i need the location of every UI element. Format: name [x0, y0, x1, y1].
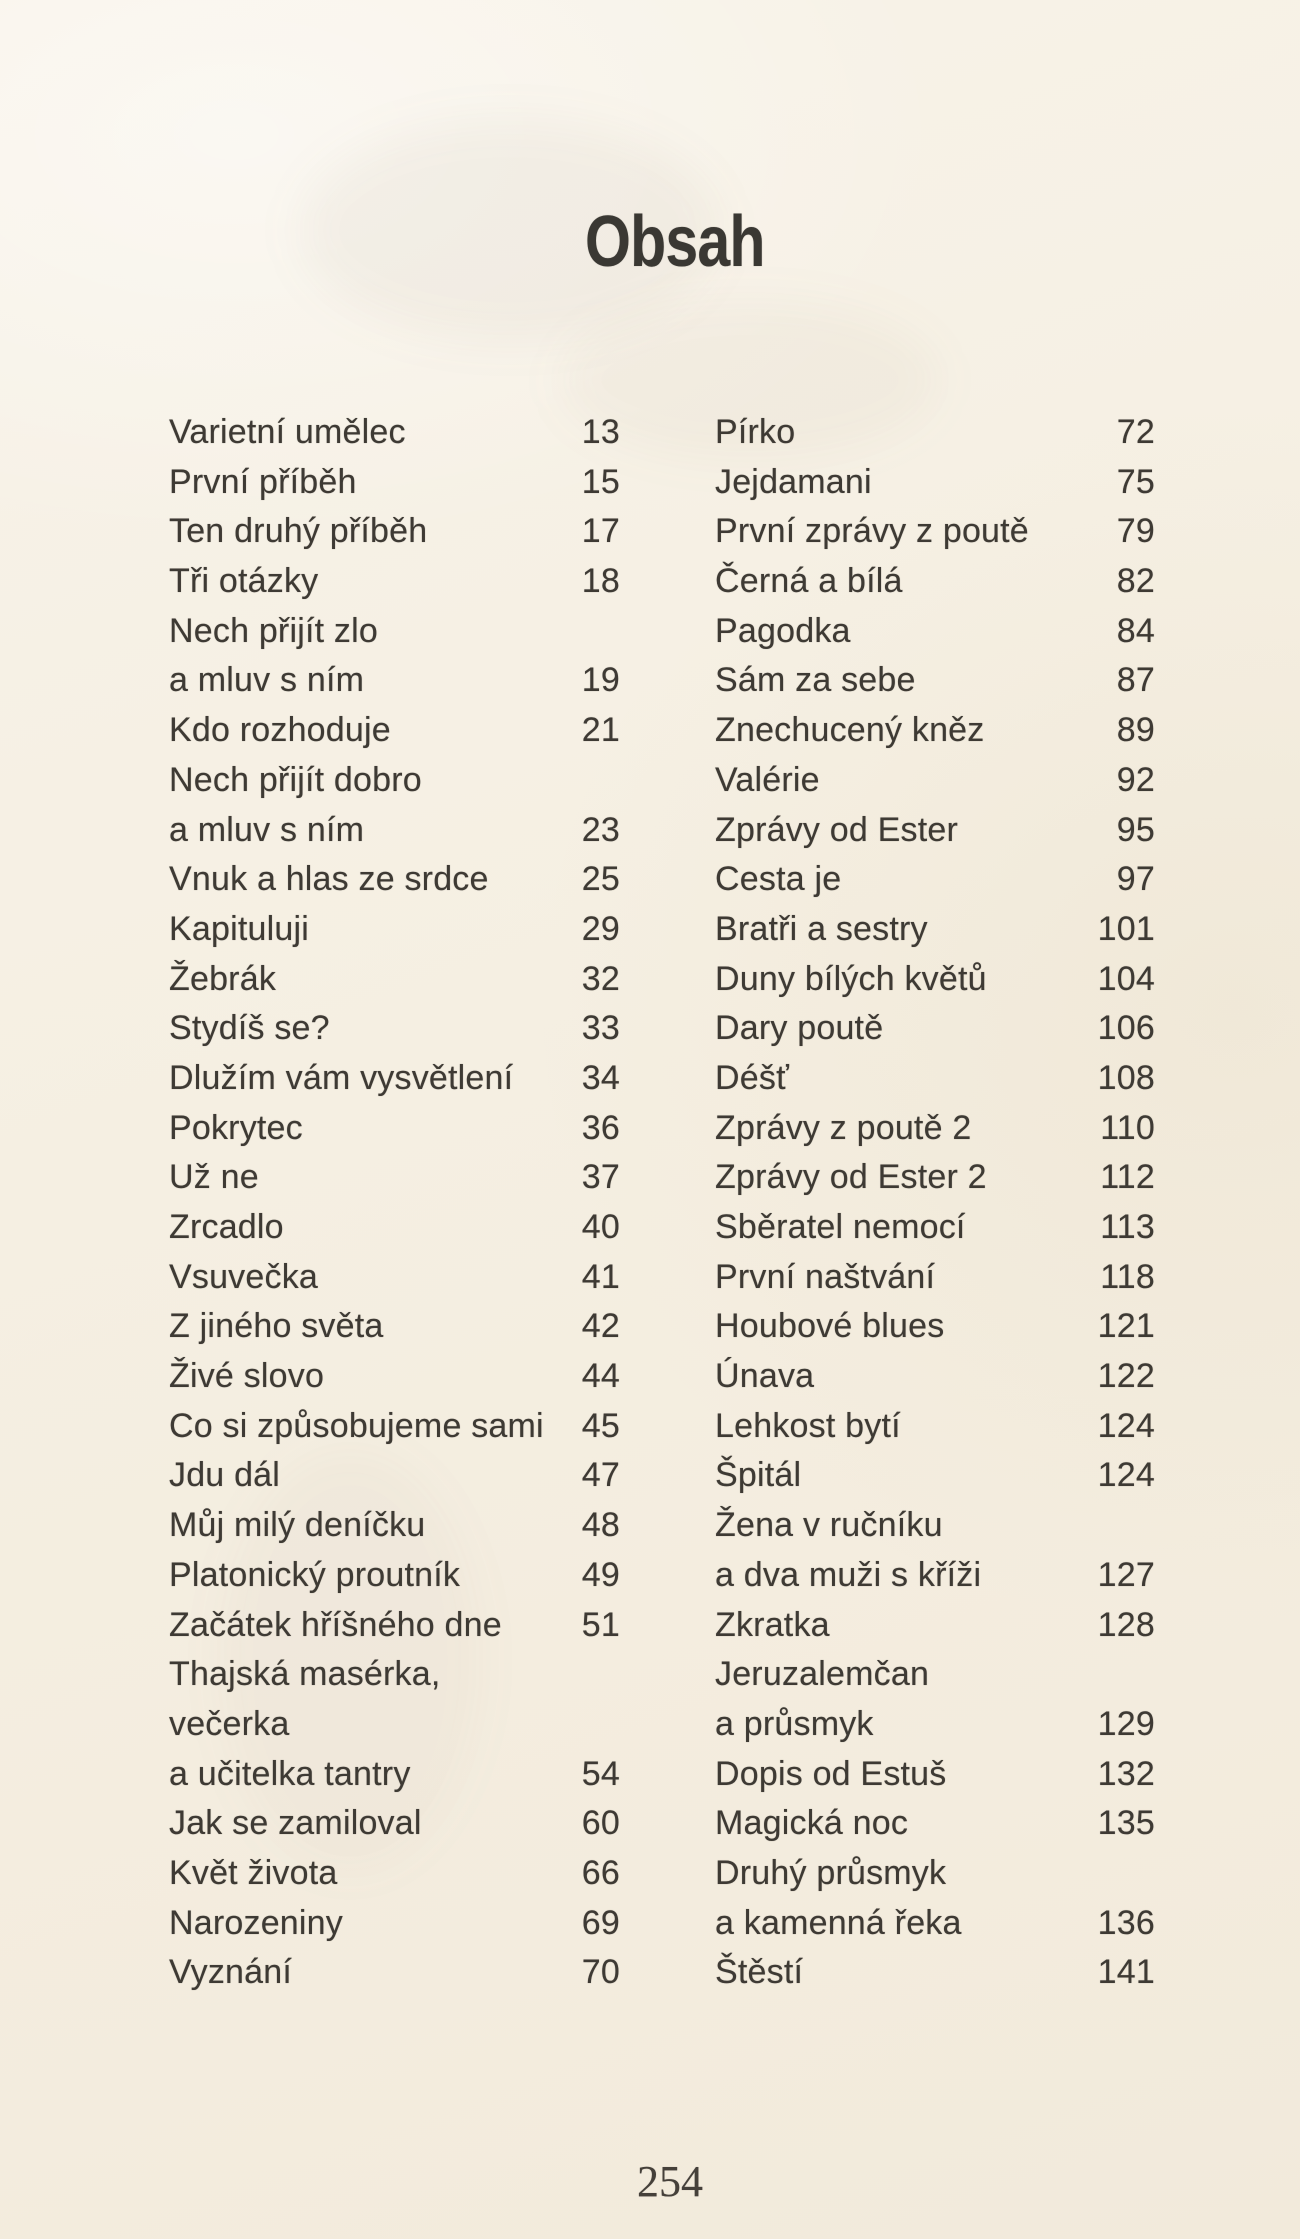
- toc-entry: [169, 1451, 620, 1501]
- toc-entry-title: Sám za sebe: [715, 661, 916, 700]
- toc-entry-title: Thajská masérka,: [169, 1655, 441, 1694]
- toc-entry-page-number: 97: [1116, 860, 1155, 899]
- toc-entry-title: Nech přijít zlo: [169, 611, 378, 650]
- toc-entry: [169, 1750, 620, 1800]
- toc-entry-page-number: 41: [581, 1257, 620, 1296]
- toc-entry-page-number: 34: [581, 1058, 620, 1097]
- toc-entry: [715, 458, 1155, 508]
- toc-entry-page-number: 128: [1097, 1605, 1155, 1644]
- toc-entry: [169, 408, 620, 458]
- toc-entry-title: Vsuvečka: [169, 1257, 319, 1296]
- toc-entry: [715, 408, 1155, 458]
- toc-entry-page-number: 15: [581, 462, 620, 501]
- toc-entry: [715, 756, 1155, 806]
- toc-entry-title: Dopis od Estuš: [715, 1754, 947, 1793]
- toc-entry-page-number: 69: [581, 1903, 620, 1942]
- toc-entry-title: Jeruzalemčan: [715, 1655, 930, 1694]
- toc-entry: [169, 1899, 620, 1949]
- toc-entry: [169, 656, 620, 706]
- toc-entry-page-number: 21: [581, 711, 620, 750]
- toc-entry-page-number: 108: [1097, 1058, 1155, 1097]
- toc-entry-title: Květ života: [169, 1853, 338, 1892]
- toc-entry-title: a průsmyk: [715, 1704, 874, 1743]
- toc-entry-page-number: 104: [1097, 959, 1155, 998]
- toc-entry: [715, 607, 1155, 657]
- toc-entry-page-number: 70: [581, 1953, 620, 1992]
- toc-entry-page-number: 135: [1097, 1804, 1155, 1843]
- toc-entry-title: Bratři a sestry: [715, 909, 928, 948]
- toc-entry-title: a učitelka tantry: [169, 1754, 411, 1793]
- toc-entry: [169, 1203, 620, 1253]
- toc-entry-page-number: 37: [581, 1158, 620, 1197]
- toc-entry-page-number: 49: [581, 1555, 620, 1594]
- toc-entry: [715, 1054, 1155, 1104]
- toc-entry: [715, 1253, 1155, 1303]
- toc-entry-title: Pagodka: [715, 611, 851, 650]
- toc-entry-page-number: 17: [581, 512, 620, 551]
- toc-entry-title: Zprávy od Ester: [715, 810, 958, 849]
- toc-entry: [715, 1650, 1155, 1700]
- toc-entry-title: Nech přijít dobro: [169, 760, 422, 799]
- toc-entry-title: Štěstí: [715, 1953, 804, 1992]
- toc-entry-page-number: 40: [581, 1208, 620, 1246]
- toc-entry-page-number: 32: [581, 959, 620, 998]
- toc-entry-page-number: 19: [581, 661, 620, 700]
- toc-entry-title: a kamenná řeka: [715, 1903, 962, 1942]
- toc-entry: [169, 1551, 620, 1601]
- toc-entry-title: Zprávy z poutě 2: [715, 1108, 972, 1147]
- toc-entry-page-number: 136: [1097, 1903, 1155, 1942]
- toc-entry-title: Duny bílých květů: [715, 959, 987, 998]
- toc-entry-page-number: 42: [581, 1307, 620, 1346]
- toc-entry-page-number: 129: [1097, 1704, 1155, 1743]
- toc-entry-page-number: 44: [581, 1357, 620, 1396]
- toc-entry-title: Jejdamani: [715, 462, 872, 501]
- toc-entry: [715, 1004, 1155, 1054]
- toc-entry-title: a mluv s ním: [169, 810, 365, 849]
- toc-entry-page-number: 36: [581, 1108, 620, 1147]
- toc-entry-title: Narozeniny: [169, 1903, 343, 1942]
- toc-entry: [715, 1153, 1155, 1203]
- toc-entry-title: Únava: [715, 1357, 815, 1396]
- toc-entry-title: Druhý průsmyk: [715, 1853, 947, 1892]
- toc-entry: [169, 607, 620, 657]
- toc-entry: [169, 1302, 620, 1352]
- toc-entry: [715, 1451, 1155, 1501]
- toc-entry-page-number: 48: [581, 1506, 620, 1545]
- toc-entry: [169, 806, 620, 856]
- toc-entry-page-number: 75: [1116, 462, 1155, 501]
- page-number: 254: [637, 2157, 703, 2206]
- toc-entry-page-number: 45: [581, 1406, 620, 1445]
- toc-entry-page-number: 92: [1116, 760, 1155, 799]
- toc-entry-title: Zkratka: [715, 1605, 830, 1644]
- toc-entry-page-number: 121: [1097, 1307, 1155, 1346]
- toc-entry: [715, 1601, 1155, 1651]
- toc-entry-title: Stydíš se?: [169, 1009, 330, 1048]
- toc-entry: [715, 1700, 1155, 1750]
- toc-entry: [169, 1054, 620, 1104]
- toc-entry-title: Lehkost bytí: [715, 1406, 901, 1445]
- toc-entry-title: Co si způsobujeme sami: [169, 1406, 544, 1445]
- toc-entry-title: Pokrytec: [169, 1108, 303, 1147]
- toc-entry: [715, 656, 1155, 706]
- toc-entry-title: Jak se zamiloval: [169, 1804, 422, 1843]
- toc-entry-title: Živé slovo: [169, 1357, 325, 1396]
- toc-entry-page-number: 33: [581, 1009, 620, 1048]
- toc-entry: [715, 1302, 1155, 1352]
- toc-entry: [715, 1352, 1155, 1402]
- toc-entry: [169, 1849, 620, 1899]
- toc-entry-page-number: 60: [581, 1804, 620, 1843]
- toc-entry-page-number: 122: [1097, 1357, 1155, 1396]
- toc-entry-page-number: 124: [1097, 1456, 1155, 1495]
- toc-entry: [715, 1104, 1155, 1154]
- toc-entry: [169, 1948, 620, 1998]
- toc-entry: [169, 1650, 620, 1700]
- toc-entry-page-number: 127: [1097, 1555, 1155, 1594]
- toc-entry-page-number: 106: [1097, 1009, 1155, 1048]
- toc-entry-title: Z jiného světa: [169, 1307, 384, 1346]
- toc-entry-title: Znechucený kněz: [715, 711, 985, 750]
- toc-entry-title: Zrcadlo: [169, 1208, 284, 1246]
- toc-entry-title: Žena v ručníku: [715, 1506, 943, 1545]
- toc-entry-title: První zprávy z poutě: [715, 512, 1029, 551]
- toc-entry-page-number: 51: [581, 1605, 620, 1644]
- toc-entry-page-number: 95: [1116, 810, 1155, 849]
- toc-entry: [715, 955, 1155, 1005]
- toc-entry: [169, 1153, 620, 1203]
- toc-entry-page-number: 110: [1100, 1108, 1155, 1147]
- toc-entry-title: Vyznání: [169, 1953, 292, 1992]
- toc-entry-title: Zprávy od Ester 2: [715, 1158, 987, 1197]
- toc-entry: [169, 1700, 620, 1750]
- toc-entry: [715, 1799, 1155, 1849]
- toc-entry-title: Pírko: [715, 413, 796, 451]
- toc-entry-page-number: 13: [581, 413, 620, 451]
- toc-entry-page-number: 82: [1116, 562, 1155, 601]
- toc-entry-title: Už ne: [169, 1158, 259, 1197]
- toc-entry-page-number: 89: [1116, 711, 1155, 750]
- toc-entry-title: Vnuk a hlas ze srdce: [169, 860, 489, 899]
- toc-entry-page-number: 132: [1097, 1754, 1155, 1793]
- toc-entry-page-number: 87: [1116, 661, 1155, 700]
- toc-entry-page-number: 118: [1100, 1257, 1155, 1296]
- toc-entry: [715, 1849, 1155, 1899]
- toc-entry-title: Žebrák: [169, 959, 277, 998]
- toc-entry-title: Můj milý deníčku: [169, 1506, 426, 1545]
- toc-entry: [715, 806, 1155, 856]
- toc-entry: [715, 1750, 1155, 1800]
- toc-entry: [169, 955, 620, 1005]
- toc-entry-title: Platonický proutník: [169, 1555, 461, 1594]
- toc-entry-title: Ten druhý příběh: [169, 512, 428, 551]
- toc-entry-page-number: 113: [1100, 1208, 1155, 1246]
- toc-entry-title: Jdu dál: [169, 1456, 281, 1495]
- toc-entry: [169, 1004, 620, 1054]
- toc-entry: [169, 706, 620, 756]
- toc-entry-page-number: 54: [581, 1754, 620, 1793]
- toc-entry: [169, 905, 620, 955]
- toc-entry-title: Dary poutě: [715, 1009, 884, 1048]
- toc-entry-title: Začátek hříšného dne: [169, 1605, 502, 1644]
- toc-entry: [715, 507, 1155, 557]
- toc-entry: [169, 1402, 620, 1452]
- toc-entry: [715, 905, 1155, 955]
- toc-entry-title: večerka: [169, 1704, 290, 1743]
- toc-entry-title: Valérie: [715, 760, 820, 799]
- toc-entry: [715, 1899, 1155, 1949]
- toc-entry-page-number: 66: [581, 1853, 620, 1892]
- toc-entry: [169, 1352, 620, 1402]
- toc-entry: [715, 557, 1155, 607]
- toc-entry-title: Kapituluji: [169, 909, 309, 948]
- toc-entry-title: a mluv s ním: [169, 661, 365, 700]
- toc-entry-page-number: 79: [1116, 512, 1155, 551]
- toc-entry: [715, 706, 1155, 756]
- toc-entry-title: Špitál: [715, 1456, 802, 1495]
- toc-entry-page-number: 18: [581, 562, 620, 601]
- toc-entry-title: Magická noc: [715, 1804, 909, 1843]
- toc-entry-page-number: 29: [581, 909, 620, 948]
- toc-entry: [169, 557, 620, 607]
- toc-entry-title: Varietní umělec: [169, 413, 406, 451]
- toc-entry: [169, 1601, 620, 1651]
- toc-entry-title: Tři otázky: [169, 562, 319, 601]
- toc-entry: [169, 1799, 620, 1849]
- toc-entry: [169, 507, 620, 557]
- toc-entry-page-number: 72: [1116, 413, 1155, 451]
- toc-entry-page-number: 84: [1116, 611, 1155, 650]
- toc-entry-title: Dlužím vám vysvětlení: [169, 1058, 514, 1097]
- toc-entry-title: První naštvání: [715, 1257, 936, 1296]
- toc-entry-title: Kdo rozhoduje: [169, 711, 391, 750]
- toc-entry: [715, 1551, 1155, 1601]
- toc-entry-title: Cesta je: [715, 860, 842, 899]
- toc-entry-page-number: 124: [1097, 1406, 1155, 1445]
- toc-entry: [169, 756, 620, 806]
- page-title: Obsah: [585, 202, 765, 282]
- toc-entry: [715, 1948, 1155, 1998]
- toc-entry-page-number: 47: [581, 1456, 620, 1495]
- toc-entry: [715, 1402, 1155, 1452]
- toc-entry: [715, 1203, 1155, 1253]
- toc-entry-page-number: 23: [581, 810, 620, 849]
- toc-entry-page-number: 141: [1097, 1953, 1155, 1992]
- toc-column-left: [169, 408, 620, 1998]
- toc-entry: [169, 855, 620, 905]
- toc-entry-title: Sběratel nemocí: [715, 1208, 966, 1246]
- toc-entry-title: Déšť: [715, 1058, 790, 1097]
- toc-column-right: [715, 408, 1155, 1998]
- toc-entry: [169, 1104, 620, 1154]
- toc-entry: [715, 855, 1155, 905]
- toc-entry-page-number: 101: [1097, 909, 1155, 948]
- toc-entry: [715, 1501, 1155, 1551]
- toc-entry-page-number: 25: [581, 860, 620, 899]
- toc-entry-page-number: 112: [1100, 1158, 1155, 1197]
- toc-entry: [169, 1501, 620, 1551]
- toc-entry-title: a dva muži s kříži: [715, 1555, 982, 1594]
- toc-entry: [169, 1253, 620, 1303]
- toc-entry: [169, 458, 620, 508]
- toc-entry-title: Houbové blues: [715, 1307, 945, 1346]
- toc-entry-title: Černá a bílá: [715, 562, 903, 601]
- toc-entry-title: První příběh: [169, 462, 357, 501]
